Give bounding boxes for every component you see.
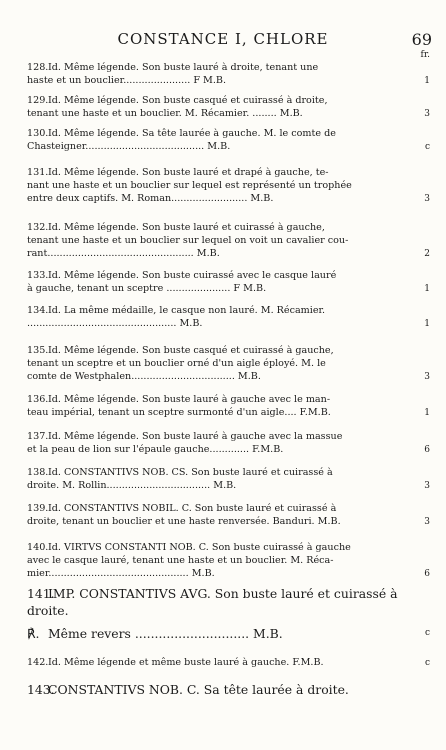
entry-text: Id. Même légende. Son buste lauré et drapé à gauche, te- bbox=[48, 167, 329, 178]
entry-text: Id. Même légende. Son buste cuirassé avec le casque lauré bbox=[48, 270, 337, 281]
entry-number: 135. bbox=[27, 345, 49, 356]
entry-text: nant une haste et un bouclier sur lequel est représenté un trophée bbox=[27, 180, 352, 191]
entry-text: Id. Même légende et même buste lauré à gauche. F.M.B. bbox=[48, 657, 324, 668]
price-value: 3 bbox=[424, 517, 430, 527]
entry-number: 141. bbox=[27, 586, 55, 601]
entry-number: 129. bbox=[27, 95, 49, 106]
price-value: c bbox=[424, 142, 430, 152]
entry-text: droite. bbox=[27, 603, 69, 618]
price-value: 1 bbox=[424, 408, 430, 418]
entry-text: Id. Même légende. Son buste casqué et cuirassé à gauche, bbox=[48, 345, 334, 356]
entry-text: Chasteigner....................................... M.B. bbox=[27, 141, 231, 152]
entry-number: 136. bbox=[27, 394, 49, 405]
entry-text: CONSTANTIVS NOB. C. Sa tête laurée à droite. bbox=[48, 682, 349, 697]
price-value: 3 bbox=[424, 109, 430, 119]
entry-text: comte de Westphalen.................................. M.B. bbox=[27, 371, 261, 382]
price-value: 3 bbox=[424, 194, 430, 204]
entry-text: Id. Même légende. Sa tête laurée à gauche. M. le comte de bbox=[48, 128, 336, 139]
price-value: c bbox=[424, 628, 430, 638]
entry-text: Id. Même légende. Son buste lauré et cuirassé à gauche, bbox=[48, 222, 325, 233]
price-value: 1 bbox=[424, 284, 430, 294]
entry-text: tenant une haste et un bouclier. M. Récamier. ........ M.B. bbox=[27, 108, 303, 119]
entry-number: 132. bbox=[27, 222, 49, 233]
page-title: CONSTANCE I, CHLORE bbox=[117, 30, 329, 48]
entry-text: mier.............................................. M.B. bbox=[27, 568, 215, 579]
price-unit: fr. bbox=[420, 50, 430, 60]
entry-number: 134. bbox=[27, 305, 49, 316]
entry-text: Id. Même légende. Son buste lauré à gauche avec le man- bbox=[48, 394, 331, 405]
entry-text: Id. Même légende. Son buste lauré à droite, tenant une bbox=[48, 62, 319, 73]
entry-text: haste et un bouclier...................... F M.B. bbox=[27, 75, 227, 86]
entry-text: à gauche, tenant un sceptre ..................... F M.B. bbox=[27, 283, 267, 294]
entry-text: Même revers ............................. M.B. bbox=[48, 626, 283, 641]
entry-text: Id. CONSTANTIVS NOB. CS. Son buste lauré et cuirassé à bbox=[48, 467, 333, 478]
entry-number: 142. bbox=[27, 657, 49, 668]
entry-text: droite. M. Rollin.................................. M.B. bbox=[27, 480, 237, 491]
entry-text: ................................................. M.B. bbox=[27, 318, 203, 329]
entry-text: Id. CONSTANTIVS NOBIL. C. Son buste lauré et cuirassé à bbox=[48, 503, 337, 514]
price-value: 1 bbox=[424, 76, 430, 86]
entry-number: 133. bbox=[27, 270, 49, 281]
entry-text: Id. Même légende. Son buste lauré à gauche avec la massue bbox=[48, 431, 343, 442]
entry-number: 131. bbox=[27, 167, 49, 178]
entry-text: avec le casque lauré, tenant une haste et un bouclier. M. Réca- bbox=[27, 555, 334, 566]
price-value: 3 bbox=[424, 481, 430, 491]
entry-text: Id. Même légende. Son buste casqué et cuirassé à droite, bbox=[48, 95, 328, 106]
page-number: 69 bbox=[411, 30, 432, 49]
price-value: 6 bbox=[424, 445, 430, 455]
entry-number: 130. bbox=[27, 128, 49, 139]
entry-number: 140. bbox=[27, 542, 49, 553]
entry-number: 137. bbox=[27, 431, 49, 442]
entry-text: IMP. CONSTANTIVS AVG. Son buste lauré et cuirassé à bbox=[48, 586, 398, 601]
entry-number: 138. bbox=[27, 467, 49, 478]
entry-text: Id. VIRTVS CONSTANTI NOB. C. Son buste cuirassé à gauche bbox=[48, 542, 351, 553]
price-value: 1 bbox=[424, 319, 430, 329]
entry-text: tenant un sceptre et un bouclier orné d'un aigle éployé. M. le bbox=[27, 358, 326, 369]
entry-text: Id. La même médaille, le casque non lauré. M. Récamier. bbox=[48, 305, 326, 316]
entry-text: teau impérial, tenant un sceptre surmonté d'un aigle.... F.M.B. bbox=[27, 407, 331, 418]
entry-number: 128. bbox=[27, 62, 49, 73]
price-value: 3 bbox=[424, 372, 430, 382]
entry-text: rant................................................ M.B. bbox=[27, 248, 220, 259]
entry-number: 143. bbox=[27, 682, 55, 697]
entry-number: ℟. bbox=[27, 626, 40, 641]
price-value: c bbox=[424, 658, 430, 668]
entry-text: et la peau de lion sur l'épaule gauche............. F.M.B. bbox=[27, 444, 284, 455]
entry-number: 139. bbox=[27, 503, 49, 514]
price-value: 6 bbox=[424, 569, 430, 579]
entry-text: tenant une haste et un bouclier sur lequel on voit un cavalier cou- bbox=[27, 235, 349, 246]
entry-text: entre deux captifs. M. Roman......................... M.B. bbox=[27, 193, 274, 204]
entry-text: droite, tenant un bouclier et une haste renversée. Banduri. M.B. bbox=[27, 516, 341, 527]
price-value: 2 bbox=[424, 249, 430, 259]
